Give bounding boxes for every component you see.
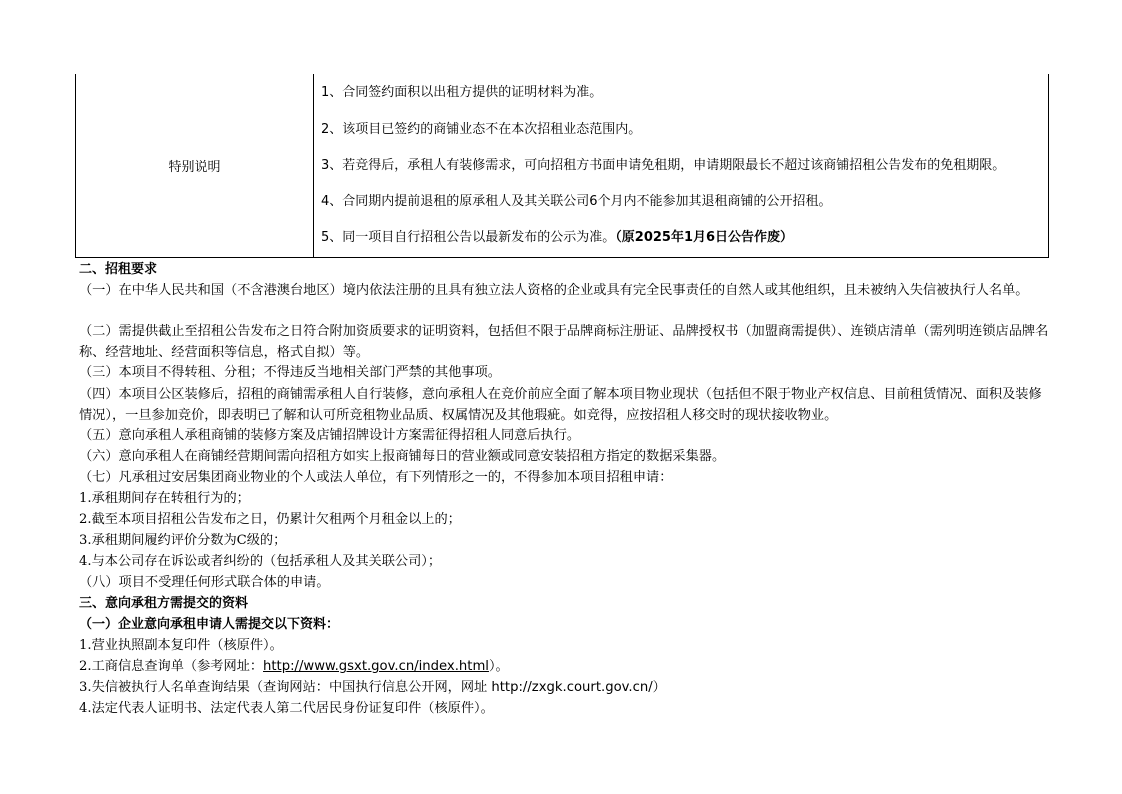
special-notes-label-cell [76, 74, 314, 257]
section-2-heading: 二、招租要求 [79, 262, 158, 277]
requirement-paragraph: （七）凡承租过安居集团商业物业的个人或法人单位，有下列情形之一的，不得参加本项目招租申请： [79, 470, 673, 485]
requirement-list-item: 1.承租期间存在转租行为的； [79, 491, 250, 506]
special-note-item: 4、合同期内提前退租的原承租人及其关联公司6个月内不能参加其退租商铺的公开招租。 [321, 194, 832, 209]
materials-item-3-suffix: ） [652, 680, 666, 695]
special-note-item: 2、该项目已签约的商铺业态不在本次招租业态范围内。 [321, 122, 642, 137]
materials-item-2-text: 2.工商信息查询单（参考网址： [79, 659, 264, 674]
zxgk-url: http://zxgk.court.gov.cn/ [491, 680, 653, 695]
requirement-paragraph: （三）本项目不得转租、分租；不得违反当地相关部门严禁的其他事项。 [79, 365, 501, 380]
special-note-item: 1、合同签约面积以出租方提供的证明材料为准。 [321, 85, 603, 100]
materials-item-3-text: 3.失信被执行人名单查询结果（查询网站：中国执行信息公开网，网址 [79, 680, 492, 695]
requirement-paragraph: （一）在中华人民共和国（不含港澳台地区）境内依法注册的且具有独立法人资格的企业或具有完全民事责任的自然人或其他组织，且未被纳入失信被执行人名单。 [79, 283, 1029, 298]
special-note-item-5 [321, 226, 793, 245]
special-notes-label: 特别说明 [168, 160, 221, 175]
materials-item-2-suffix: ）。 [488, 659, 509, 674]
special-notes-table [75, 74, 1049, 258]
requirement-list-item: 4.与本公司存在诉讼或者纠纷的（包括承租人及其关联公司）； [79, 554, 442, 569]
section-3-subheading: （一）企业意向承租申请人需提交以下资料： [79, 617, 340, 632]
requirement-paragraph: （六）意向承租人在商铺经营期间需向招租方如实上报商铺每日的营业额或同意安装招租方指定的数据采集器。 [79, 449, 726, 464]
materials-list-item: 1.营业执照副本复印件（核原件）。 [79, 638, 283, 653]
materials-list-item [79, 679, 666, 697]
special-note-item-5-bold: （原2025年1月6日公告作废） [615, 230, 794, 245]
special-notes-content-cell [314, 74, 1048, 257]
special-note-item: 3、若竞得后，承租人有装修需求，可向招租方书面申请免租期，申请期限最长不超过该商铺招租公告发布的免租期限。 [321, 158, 1006, 173]
gsxt-link[interactable]: http://www.gsxt.gov.cn/index.html [263, 659, 489, 674]
materials-list-item: 4.法定代表人证明书、法定代表人第二代居民身份证复印件（核原件）。 [79, 701, 494, 716]
materials-list-item [79, 658, 509, 676]
requirement-list-item: 2.截至本项目招租公告发布之日，仍累计欠租两个月租金以上的； [79, 512, 461, 527]
requirement-paragraph: （四）本项目公区装修后，招租的商铺需承租人自行装修，意向承租人在竞价前应全面了解本项目物业现状（包括但不限于物业产权信息、目前租赁情况、面积及装修情况），一旦参加竞价，即表明已了解和认可所竞租物业品质、权属情况及其他瑕疵。如竞得，应按招租人移交时的现状接收物业。 [79, 387, 1042, 423]
section-3-heading: 三、意向承租方需提交的资料 [79, 596, 249, 611]
special-note-item-5-text: 5、同一项目自行招租公告以最新发布的公示为准。 [321, 230, 616, 245]
requirement-paragraph: （二）需提供截止至招租公告发布之日符合附加资质要求的证明资料，包括但不限于品牌商标注册证、品牌授权书（加盟商需提供）、连锁店清单（需列明连锁店品牌名称、经营地址、经营面积等信息，格式自拟）等。 [79, 324, 1049, 360]
requirement-paragraph: （五）意向承租人承租商铺的装修方案及店铺招牌设计方案需征得招租人同意后执行。 [79, 428, 581, 443]
requirement-list-item: 3.承租期间履约评价分数为C级的； [79, 533, 287, 548]
requirement-paragraph: （八）项目不受理任何形式联合体的申请。 [79, 575, 330, 590]
